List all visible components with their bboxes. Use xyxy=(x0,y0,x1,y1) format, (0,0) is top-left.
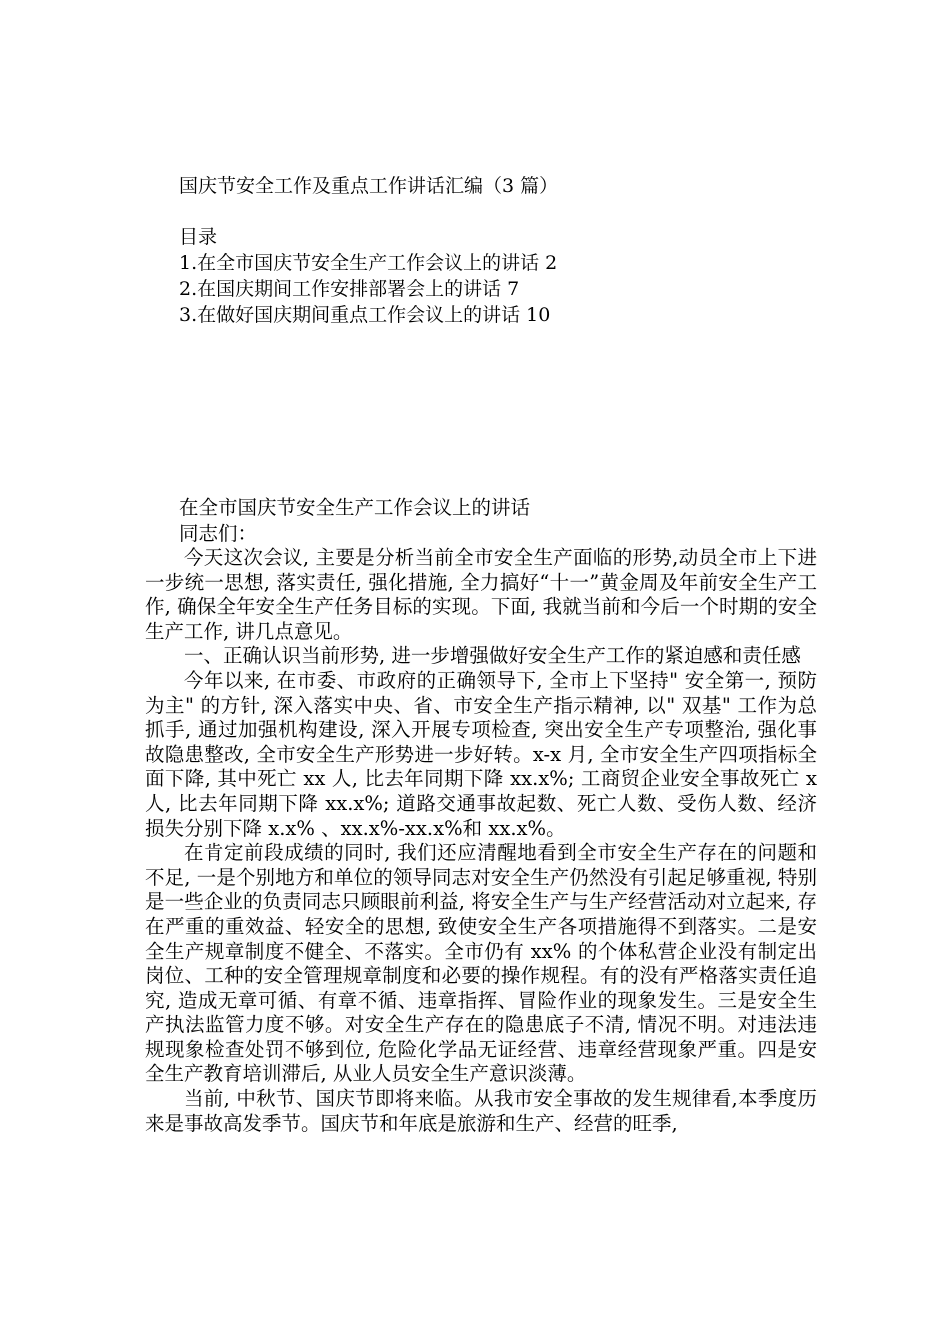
toc-item: 3.在做好国庆期间重点工作会议上的讲话 10 xyxy=(179,304,551,326)
toc-item: 1.在全市国庆节安全生产工作会议上的讲话 2 xyxy=(179,252,558,274)
body-paragraph: 今天这次会议, 主要是分析当前全市安全生产面临的形势,动员全市上下进一步统一思想, 落实责任, 强化措施, 全力搞好“十一”黄金周及年前安全生产工作, 确保全年安全生产任务目标的实现。下面, 我就当前和今后一个时期的安全生产工作, 讲几点意见。 xyxy=(145,546,817,643)
table-of-contents xyxy=(179,224,557,328)
toc-item: 2.在国庆期间工作安排部署会上的讲话 7 xyxy=(179,278,520,300)
document-title: 国庆节安全工作及重点工作讲话汇编（3 篇） xyxy=(179,175,559,197)
speech-greeting: 同志们： xyxy=(179,522,258,545)
body-paragraph: 当前, 中秋节、国庆节即将来临。从我市安全事故的发生规律看,本季度历来是事故高发季节。国庆节和年底是旅游和生产、经营的旺季, xyxy=(145,1087,817,1135)
speech-section xyxy=(145,494,817,1136)
body-paragraph: 在肯定前段成绩的同时, 我们还应清醒地看到全市安全生产存在的问题和不足, 一是个别地方和单位的领导同志对安全生产仍然没有引起足够重视, 特别是一些企业的负责同志只顾眼前利益, 将安全生产与生产经营活动对立起来, 存在严重的重效益、轻安全的思想, 致使安全生产各项措施得不到落实。二是安全生产规章制度不健全、不落实。全市仍有 xx% 的个体私营企业没有制定出岗位、工种的安全管理规章制度和必要的操作规程。有的没有严格落实责任追究, 造成无章可循、有章不循、违章指挥、冒险作业的现象发生。三是安全生产执法监管力度不够。对安全生产存在的隐患底子不清, 情况不明。对违法违规现象检查处罚不够到位, 危险化学品无证经营、违章经营现象严重。四是安全生产教育培训滞后, 从业人员安全生产意识淡薄。 xyxy=(145,841,817,1086)
toc-heading: 目录 xyxy=(179,226,218,248)
body-paragraph: 今年以来, 在市委、市政府的正确领导下, 全市上下坚持" 安全第一, 预防为主" 的方针, 深入落实中央、省、市安全生产指示精神, 以" 双基" 工作为总抓手, 通过加强机构建设, 深入开展专项检查, 突出安全生产专项整治, 强化事故隐患整改, 全市安全生产形势进一步好转。x-x 月, 全市安全生产四项指标全面下降, 其中死亡 xx 人, 比去年同期下降 xx.x%; 工商贸企业安全事故死亡 x 人, 比去年同期下降 xx.x%; 道路交通事故起数、死亡人数、受伤人数、经济损失分别下降 x.x% 、xx.x%-xx.x%和 xx.x%。 xyxy=(145,668,817,840)
speech-title: 在全市国庆节安全生产工作会议上的讲话 xyxy=(179,496,531,519)
section-heading-paragraph: 一、正确认识当前形势, 进一步增强做好安全生产工作的紧迫感和责任感 xyxy=(184,644,801,668)
